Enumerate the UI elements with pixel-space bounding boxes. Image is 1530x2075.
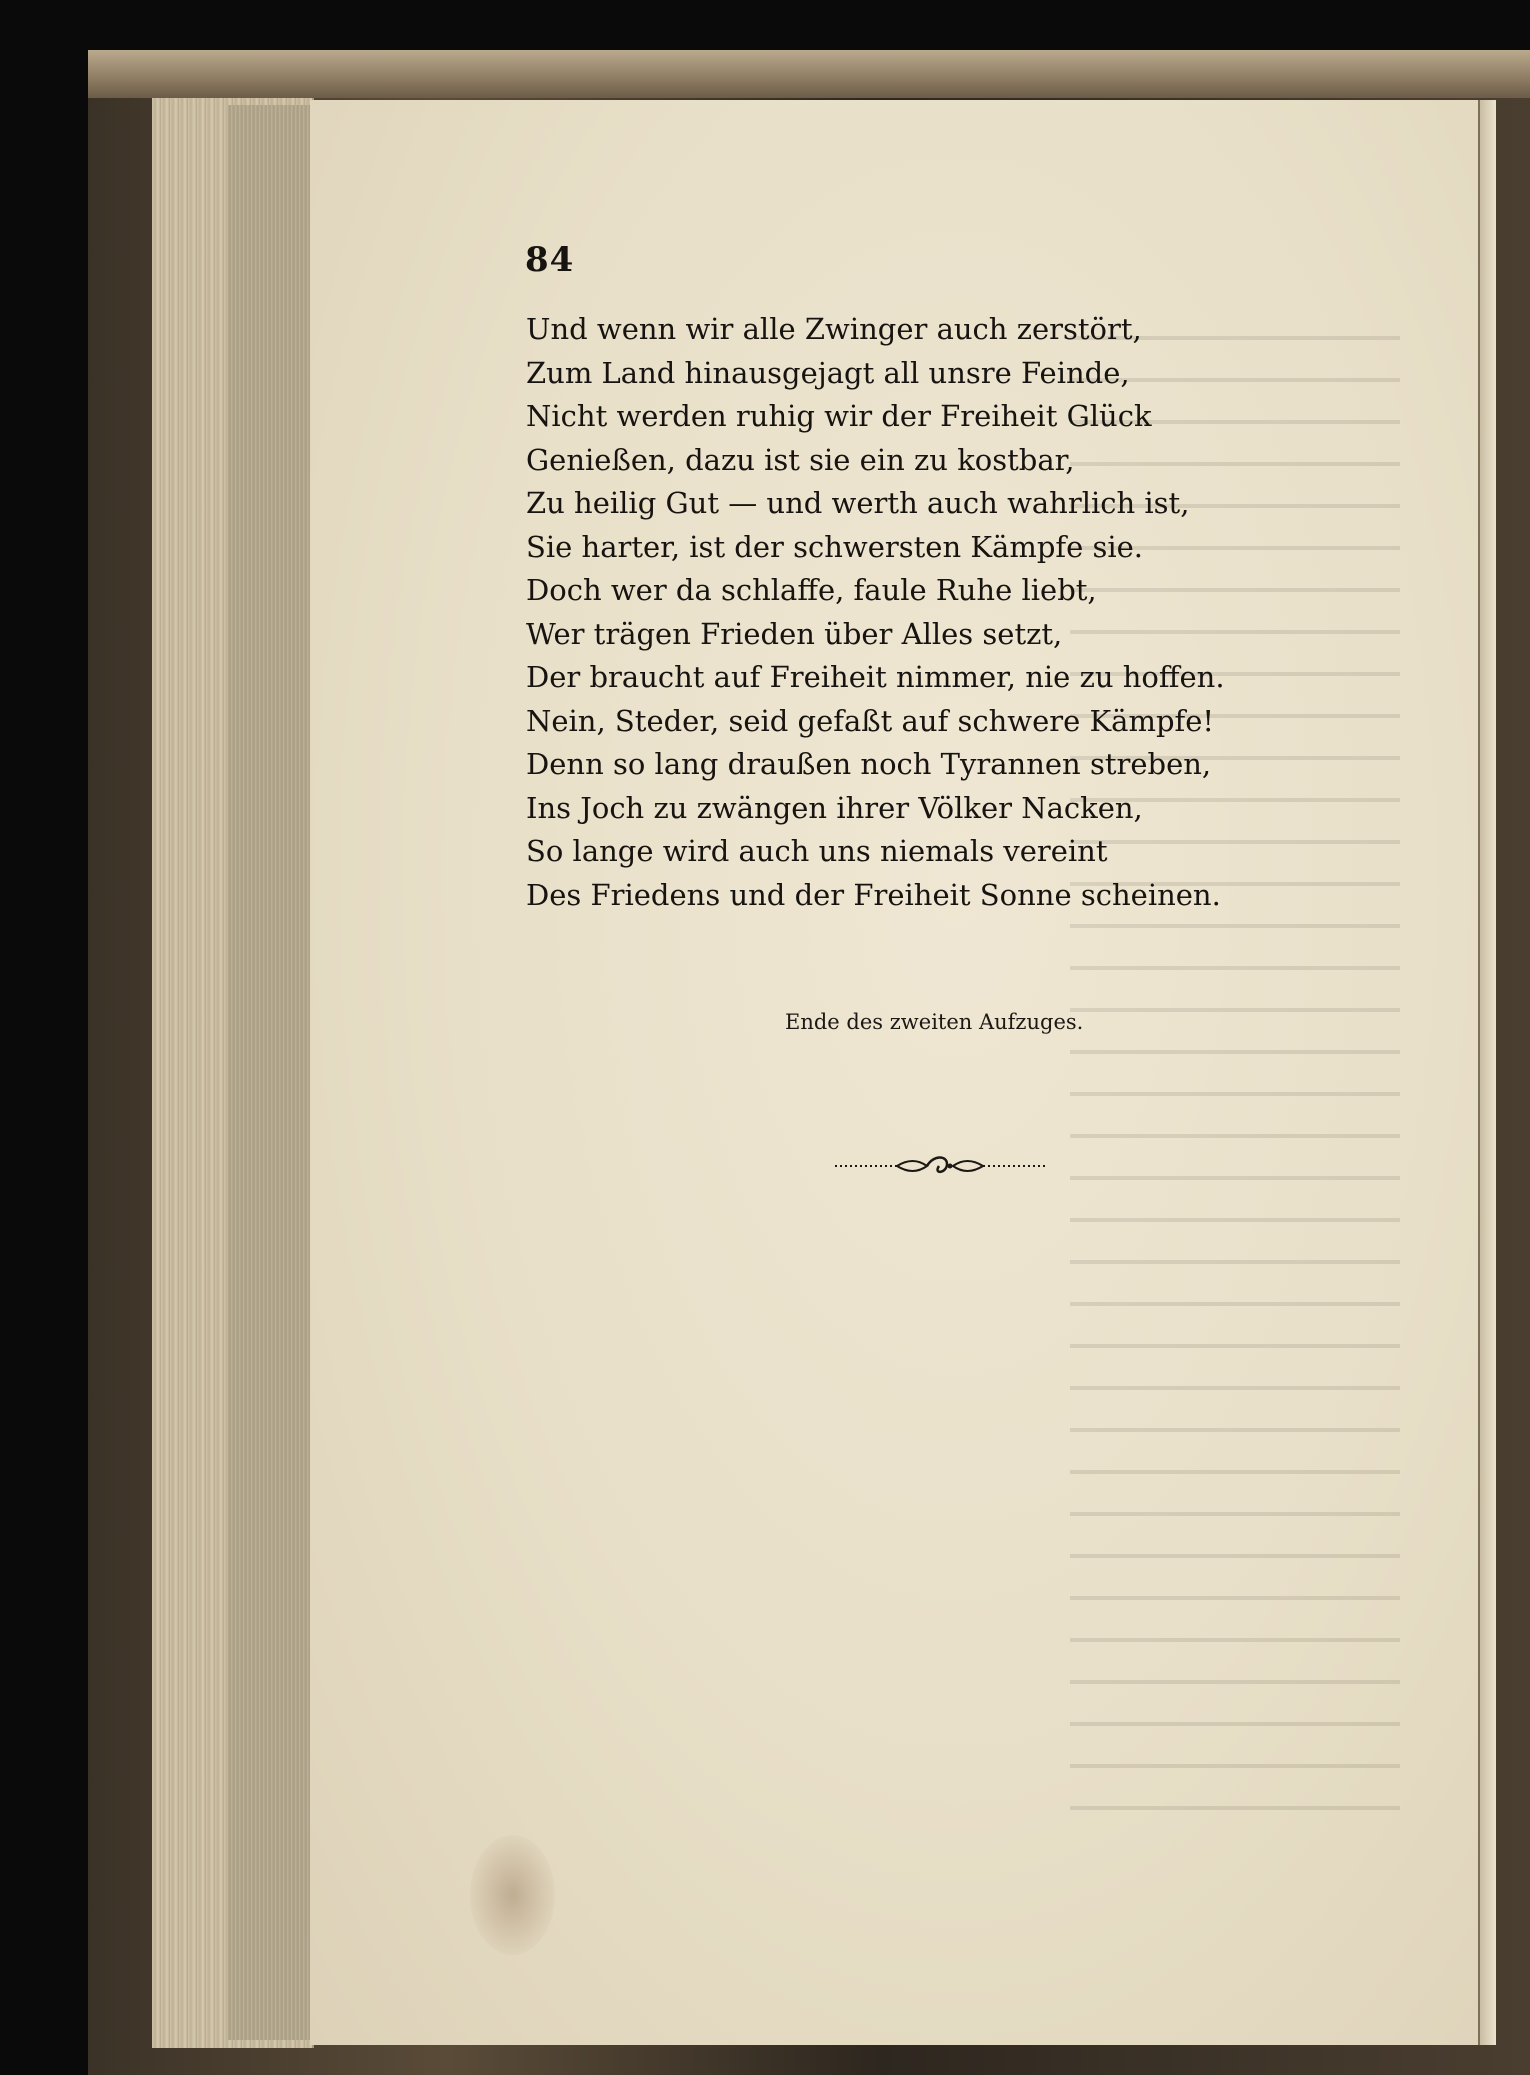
verse-line: Zum Land hinausgejagt all unsre Feinde,: [526, 355, 1130, 390]
verse-line: So lange wird auch uns niemals vereint: [526, 834, 1108, 868]
ornament-divider-icon: [835, 1153, 1045, 1179]
verse-line: Der braucht auf Freiheit nimmer, nie zu hoffen.: [526, 660, 1225, 694]
verse-line: Und wenn wir alle Zwinger auch zerstört,: [526, 312, 1142, 346]
act-end-caption: Ende des zweiten Aufzuges.: [785, 1010, 1084, 1034]
verse-line: Nein, Steder, seid gefaßt auf schwere Kämpfe!: [526, 703, 1215, 738]
next-page-edge: [1478, 100, 1496, 2045]
verse-line: Doch wer da schlaffe, faule Ruhe liebt,: [526, 573, 1097, 607]
cover-top-edge: [88, 50, 1530, 98]
verse-line: Denn so lang draußen noch Tyrannen streben,: [526, 747, 1212, 781]
page-stack-inner: [228, 105, 312, 2040]
verse-line: Sie harter, ist der schwersten Kämpfe sie.: [526, 529, 1144, 564]
verse-line: Ins Joch zu zwängen ihrer Völker Nacken,: [526, 790, 1143, 825]
verse-line: Zu heilig Gut — und werth auch wahrlich ist,: [526, 486, 1190, 520]
verse-block: [526, 308, 1326, 917]
page-stain: [470, 1835, 555, 1955]
page-number: 84: [525, 240, 575, 280]
verse-line: Des Friedens und der Freiheit Sonne scheinen.: [526, 877, 1221, 912]
verse-line: Genießen, dazu ist sie ein zu kostbar,: [526, 442, 1075, 477]
verse-line: Wer trägen Frieden über Alles setzt,: [526, 616, 1063, 651]
verse-line: Nicht werden ruhig wir der Freiheit Glück: [526, 399, 1152, 433]
